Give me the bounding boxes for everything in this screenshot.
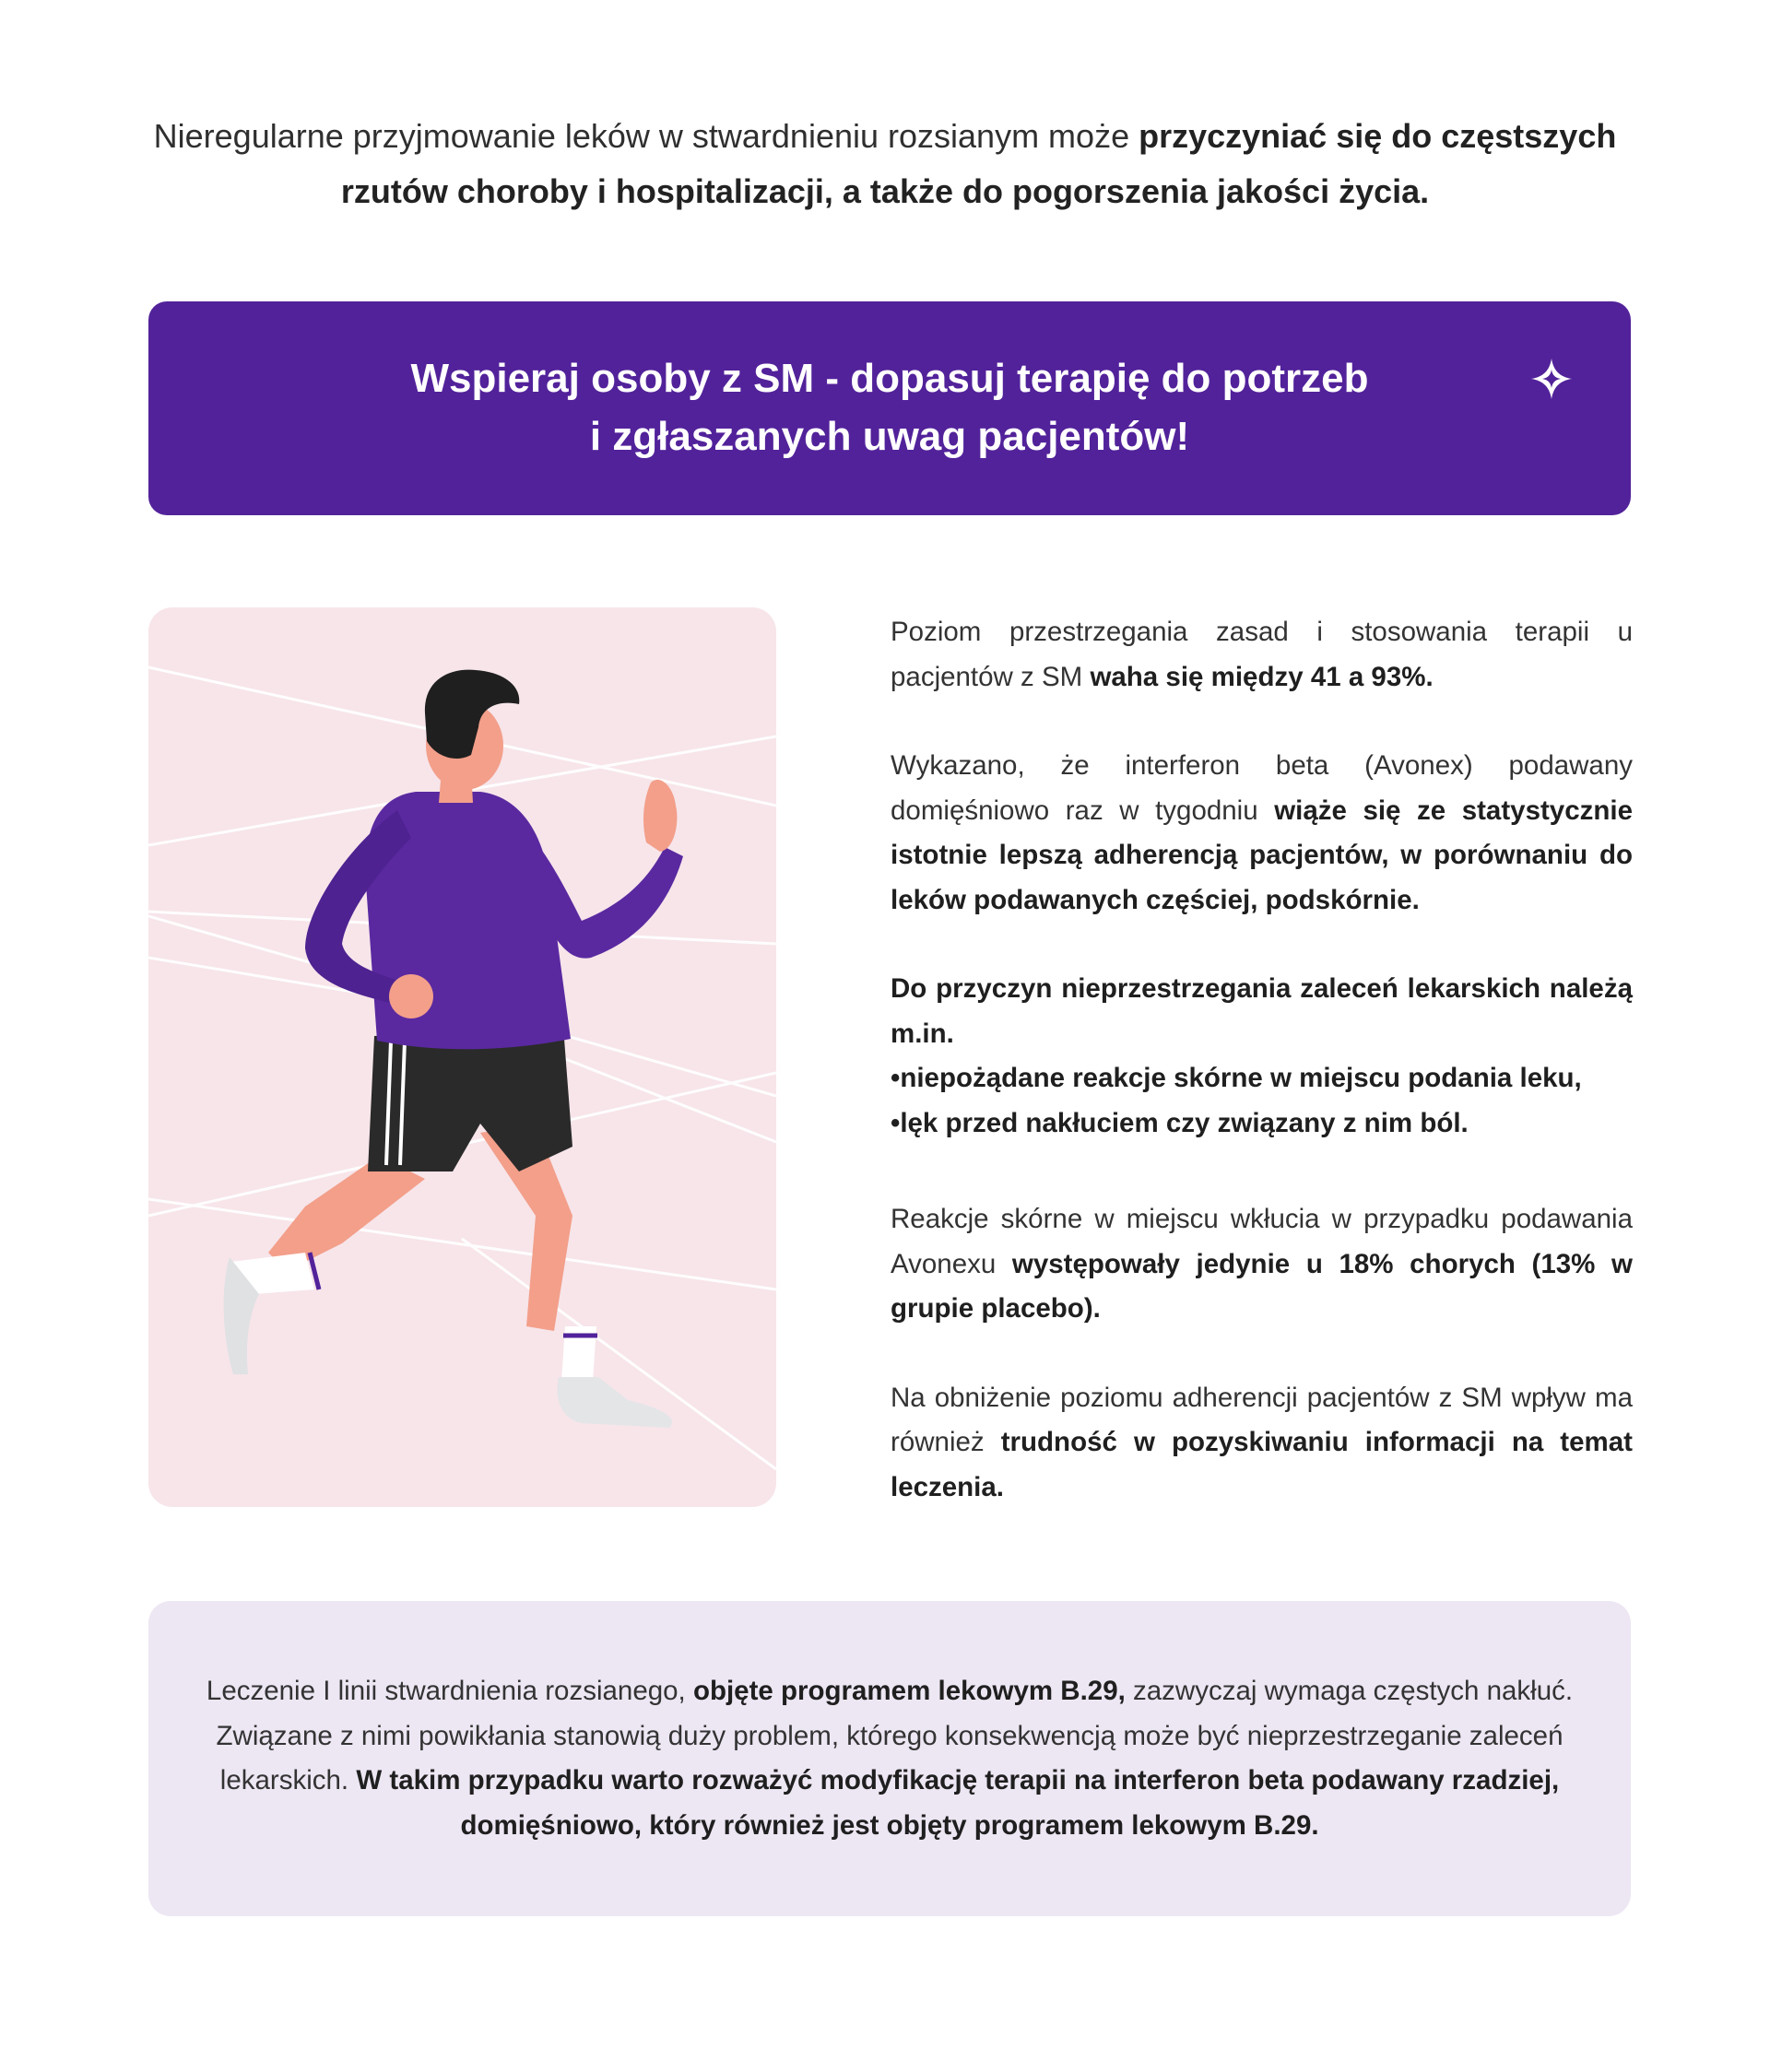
list-item: • lęk przed nakłuciem czy związany z nim ból.	[891, 1101, 1633, 1147]
footer-bold-part: objęte programem lekowym B.29,	[692, 1676, 1126, 1706]
paragraph-causes-heading	[891, 967, 1633, 1056]
banner-title	[148, 349, 1631, 465]
running-man-illustration	[148, 607, 776, 1507]
paragraph-text: Poziom przestrzegania zasad i stosowania terapii u pacjentów z SM	[891, 617, 1633, 692]
banner	[148, 301, 1631, 515]
paragraph-bold-text: waha się między 41 a 93%.	[1090, 661, 1434, 692]
causes-list	[891, 1056, 1633, 1146]
paragraph-text: Wykazano, że interferon beta (Avonex) podawany domięśniowo raz w tygodniu	[891, 750, 1633, 826]
footer-text-part: Leczenie I linii stwardnienia rozsianego,	[206, 1676, 693, 1706]
intro-paragraph	[148, 109, 1622, 219]
illustration-panel	[148, 607, 776, 1507]
footer-note	[148, 1601, 1631, 1916]
paragraph-text: Reakcje skórne w miejscu wkłucia w przypadku podawania Avonexu	[891, 1204, 1633, 1279]
paragraph-bold-text: występowały jedynie u 18% chorych (13% w grupie placebo).	[891, 1248, 1633, 1324]
paragraph-bold-text: Do przyczyn nieprzestrzegania zaleceń lekarskich należą m.in.	[891, 973, 1633, 1049]
banner-title-line-2: i zgłaszanych uwag pacjentów!	[589, 414, 1190, 459]
banner-title-line-1: Wspieraj osoby z SM - dopasuj terapię do potrzeb	[410, 356, 1369, 401]
paragraph-information-access	[891, 1376, 1633, 1511]
paragraph-bold-text: trudność w pozyskiwaniu informacji na temat leczenia.	[891, 1427, 1633, 1502]
paragraph-text: Na obniżenie poziomu adherencji pacjentów z SM wpływ ma również	[891, 1382, 1633, 1457]
paragraph-skin-reactions	[891, 1197, 1633, 1332]
intro-text: Nieregularne przyjmowanie leków w stwardnieniu rozsianym może	[153, 117, 1139, 155]
footer-text-part: zazwyczaj wymaga częstych nakłuć. Związane z nimi powikłania stanowią duży problem, którego konsekwencją może być nieprzestrzeganie zaleceń lekarskich.	[216, 1676, 1574, 1795]
paragraph-bold-text: wiąże się ze statystycznie istotnie lepszą adherencją pacjentów, w porównaniu do leków podawanych częściej, podskórnie.	[891, 795, 1633, 915]
intro-bold-text: przyczyniać się do częstszych rzutów choroby i hospitalizacji, a także do pogorszenia jakości życia.	[340, 117, 1617, 210]
paragraph-interferon	[891, 744, 1633, 923]
sparkle-icon	[1528, 356, 1575, 402]
footer-bold-part: W takim przypadku warto rozważyć modyfikację terapii na interferon beta podawany rzadziej, domięśniowo, który również jest objęty programem lekowym B.29.	[356, 1765, 1560, 1841]
footer-text	[204, 1669, 1575, 1848]
list-item: • niepożądane reakcje skórne w miejscu podania leku,	[891, 1056, 1633, 1101]
paragraph-adherence-range	[891, 610, 1633, 700]
main-text-column	[891, 610, 1633, 1510]
